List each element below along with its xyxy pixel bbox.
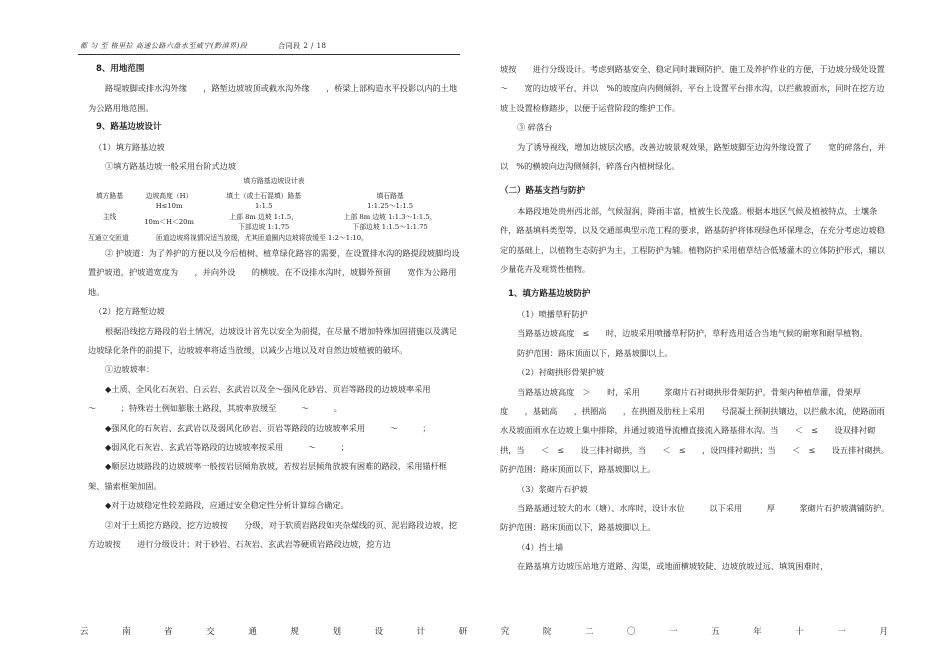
table-caption: 填方路基边坡设计表	[243, 177, 305, 186]
footer-char: 研	[458, 627, 468, 637]
table-cell: 上部 8m 边坡 1:1.3～1:1.5，	[343, 212, 437, 221]
footer-char: 划	[332, 627, 341, 637]
header-contract-page: 合同段 2 / 18	[278, 42, 327, 50]
table-header-height: 边坡高度（H）	[145, 191, 193, 200]
paragraph-item: 在路基填方边坡压站地方道路、沟渠，或地面横坡较陡、边坡放坡过远、填筑困难时，	[517, 561, 829, 572]
bullet-item: ◆对于边坡稳定性较差路段，应通过安全稳定性分析计算综合确定。	[105, 500, 349, 511]
footer-char: 五	[711, 627, 720, 637]
item-heading: （1）喷播草籽防护	[517, 308, 588, 319]
paragraph-land-use: 路堤坡脚或排水沟外缘 ，路堑边坡坡顶或截水沟外缘 ，桥梁上部构造水平投影以内的土地为公路用地范围。	[88, 83, 458, 113]
bullet-item: ◆顺层边坡路段的边坡坡率一般按岩层倾角放坡，若按岩层倾角放坡有困难的路段，采用锚杆框架、锚索框架加固。	[88, 461, 447, 491]
footer-char: 通	[248, 627, 257, 637]
subsection-heading-cut-slope: （2）挖方路堑边坡	[94, 306, 165, 317]
paragraph-fill-slope: ①填方路基边坡一般采用台阶式边坡	[105, 161, 237, 172]
table-cell: 下部边坡 1:1.75	[238, 223, 290, 232]
footer-char: 年	[753, 627, 762, 637]
table-header-soil: 填土（或土石混填）路基	[226, 191, 302, 200]
footer-char: 月	[879, 627, 888, 637]
heading-debris-platform: ③ 碎落台	[517, 122, 553, 133]
header-project-title: 都 匀 至 格里拉 高速公路六盘水至威宁(黔滇界)段	[80, 42, 248, 50]
table-cell: H≤10m	[155, 202, 183, 211]
paragraph-item: 当路基边坡高度 ＞ 时，采用 浆砌片石衬砌拱形骨架防护，骨架内种植草灌，骨架厚度 ，基础高 ，拱圈高 ，在拱圈及肋柱上采用 号混凝土预制扶镶边，以拦截水流，使路面雨水及坡面雨水在边坡上集中排除，并通过坡道导流槽直接流入路基排水沟。当 ＜ ≤ 设双排衬砌拱，当 ＜ ≤ 设三排衬砌拱，当 ＜ ≤ ，设四排衬砌拱；当 ＜ ≤ 设五排衬砌拱。防护范围：路床顶面以下，路基坡脚以上。	[500, 386, 890, 475]
item-heading: （2）衬砌拱形骨架护坡	[517, 367, 605, 378]
section-heading-slope-design: 9、路基边坡设计	[96, 122, 162, 133]
section-heading-fill-protection: 1、填方路基边坡防护	[508, 289, 591, 300]
item-heading: （4）挡土墙	[517, 541, 564, 552]
bullet-item: ◆土质、全风化石灰岩、白云岩、玄武岩以及全～强风化砂岩、页岩等路段的边坡坡率采用 ～ ；特殊岩土例如膨胀土路段，其坡率放缓至 ～ 。	[88, 383, 456, 414]
paragraph-berm-platform: ② 护坡道：为了养护的方便以及今后植树、植草绿化路容的需要，在设置排水沟的路提段坡脚均设置护坡道，护坡道宽度为 ，并向外设 的横坡。在不设排水沟时，坡脚外预留 宽作为公路用地。	[88, 247, 460, 297]
page-header	[80, 41, 327, 51]
footer-char: 一	[837, 627, 846, 637]
table-note-ramp: 互通立交匝道 匝道边坡将视情况适当放缓，尤其匝道圈内边坡将放缓至 1:2～1:10。	[88, 233, 368, 242]
footer-char: 一	[669, 627, 678, 637]
item-heading: （3）浆砌片石护坡	[517, 483, 588, 494]
footer-char: 规	[290, 627, 299, 637]
footer-char: 设	[374, 627, 384, 637]
paragraph-item: 当路基通过较大的水（塘）、水库时，设计水位 以下采用 厚 浆砌片石护坡满铺防护。防护范围：路床顶面以下，路基坡脚以上。	[500, 502, 890, 533]
footer-char: 二	[584, 627, 594, 637]
footer-char: 计	[416, 627, 426, 637]
footer-char: 云	[80, 627, 89, 637]
paragraph-item: 当路基边坡高度 ≤ 时，边坡采用喷播草籽防护，草籽选用适合当地气候的耐寒和耐旱植物。	[517, 328, 868, 339]
footer-char: 省	[164, 627, 173, 637]
footer-char: 究	[500, 627, 510, 637]
paragraph-item-range: 防护范围：路床顶面以下，路基坡脚以上。	[517, 347, 673, 358]
table-cell-mainline: 主线	[102, 212, 117, 221]
table-header-rock: 填石路基	[376, 191, 404, 200]
table-header-fill: 填方路基	[95, 191, 124, 200]
paragraph-cut-slope: 根据沿线挖方路段的岩土情况，边坡设计首先以安全为前提，在尽量不增加特殊加固措施以及满足边坡绿化条件的前提下，边坡坡率将适当放缓，以减少占地以及对自然边坡植被的破坏。	[88, 325, 458, 355]
paragraph-cut-grading: ②对于土质挖方路段，挖方边坡按 分级，对于软质岩路段如夹杂煤线的页、泥岩路段边坡，挖方边坡按 进行分级设计；对于砂岩、石灰岩、玄武岩等硬质岩路段边坡，挖方边	[88, 519, 458, 550]
footer-char: 十	[795, 627, 804, 637]
table-cell: 10m＜H＜20m	[144, 218, 194, 227]
paragraph-protection-intro: 本路段地处贵州西北部，气候湿润，降雨丰富，植被生长茂盛。根据本地区气候及植被特点，土壤条件，路基填料类型等，以及交通部典型示范工程的要求，路基防护将体现绿色环保理念，在充分考虑边坡稳定的基础上，以植物生态防护为主，工程防护为辅。植物防护采用植草结合低矮灌木的立体防护形式，辅以少量花卉及观赏性植物。	[500, 205, 885, 275]
page-footer	[80, 625, 888, 637]
subsection-heading-fill-slope: （1）填方路基边坡	[94, 141, 165, 152]
bullet-item: ◆弱风化石灰岩、玄武岩等路段的边坡坡率按采用 ～ ；	[105, 442, 349, 452]
section-heading-protection: （二）路基支挡与防护	[500, 186, 586, 197]
section-heading-land-use: 8、用地范围	[96, 64, 145, 74]
table-cell: 1:1.25～1:1.5	[367, 202, 414, 211]
paragraph-slope-rate: ①边坡坡率：	[105, 364, 155, 375]
table-cell: 下部边坡 1:1.5～1:1.75	[352, 223, 428, 232]
footer-char: 交	[206, 627, 215, 637]
paragraph-debris-platform: 为了诱导视线，增加边坡层次感，改善边坡景观效果，路堑坡脚至边沟外缘设置了 宽的碎落台，并以 %的横坡向边沟侧倾斜，碎落台内植树绿化。	[500, 141, 886, 172]
footer-char: 〇	[627, 627, 636, 637]
table-cell: 上部 8m 边坡 1:1.5，	[229, 212, 299, 221]
header-rule	[78, 54, 460, 55]
footer-char: 院	[542, 627, 552, 637]
left-column	[88, 60, 460, 554]
table-cell: 1:1.5	[254, 202, 273, 211]
fill-slope-table	[88, 176, 460, 233]
right-column	[500, 60, 902, 577]
bullet-item: ◆强风化的石灰岩、玄武岩以及弱风化砂岩、页岩等路段的边坡坡率采用 ～ ；	[105, 422, 431, 433]
footer-char: 南	[122, 627, 131, 637]
paragraph-continued: 坡按 进行分级设计。考虑到路基安全、稳定同时兼顾防护、施工及养护作业的方便，于边坡分级处设置 ～ 宽的边坡平台，并以 %的坡度向内侧倾斜，平台上设置平台排水沟，以拦截坡面水，同时在挖方边坡上设置检修踏步，以便于运营阶段的维护工作。	[500, 64, 902, 113]
